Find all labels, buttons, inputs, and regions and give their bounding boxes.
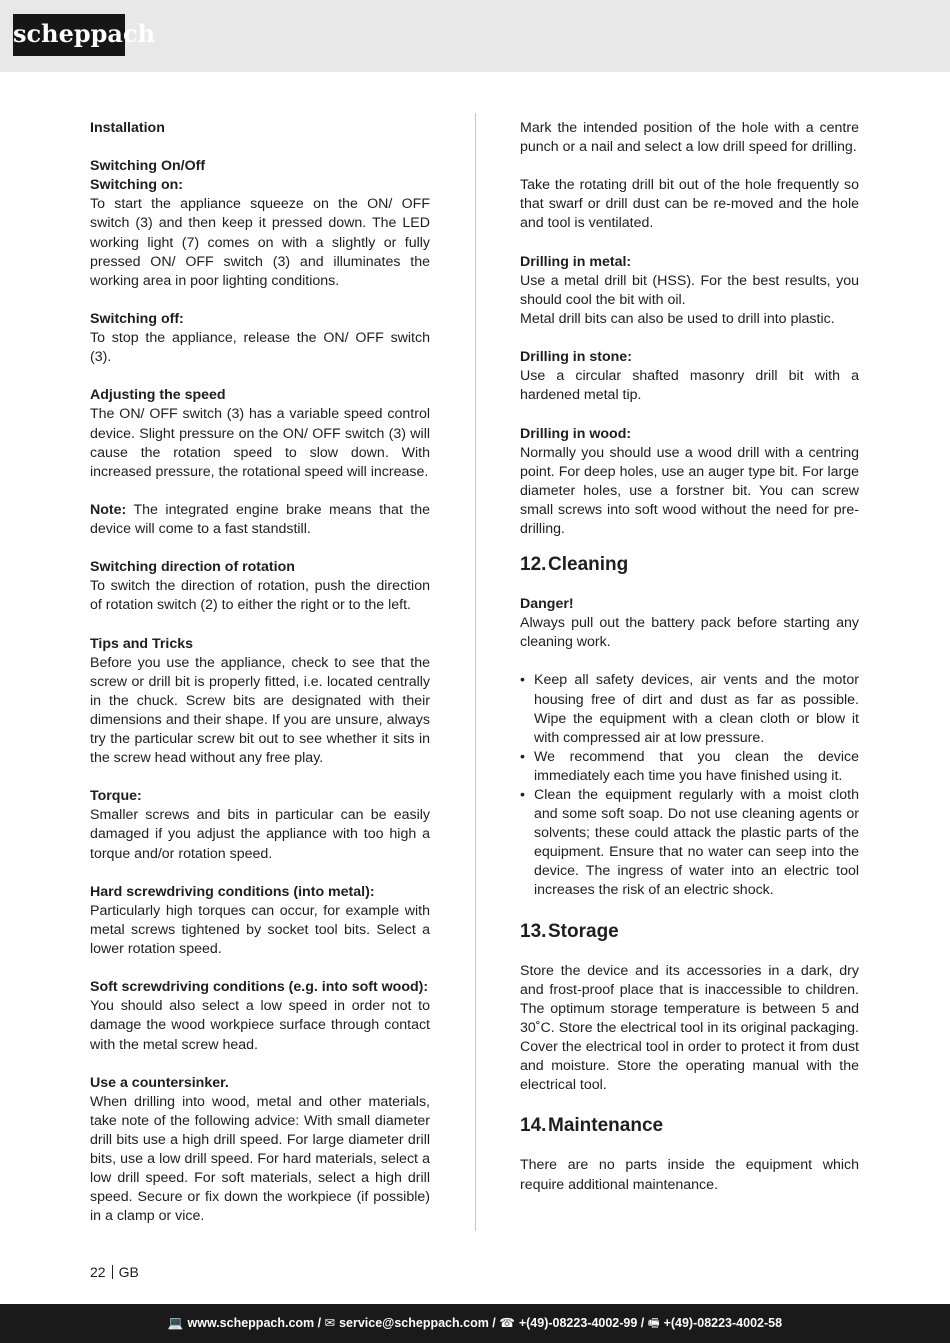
paragraph: Normally you should use a wood drill with a centring point. For deep holes, use an auger type bit. For large diameter holes, use a forstner bit. You can screw small screws into soft wood without the need for pre-drilling. — [520, 444, 859, 537]
footer-phone: +(49)-08223-4002-99 — [518, 1316, 638, 1330]
list-item: • We recommend that you clean the device immediately each time you have finished using it. — [520, 748, 859, 786]
cleaning-list — [520, 671, 859, 900]
page-separator — [112, 1265, 113, 1279]
paragraph: The ON/ OFF switch (3) has a variable speed control device. Slight pressure on the ON/ OFF switch (3) will cause the rotation speed to slow down. With increased pressure, the rotational speed will increase. — [90, 406, 430, 480]
footer-separator: / — [314, 1316, 325, 1330]
section-number: 13. — [520, 920, 547, 942]
section-title-storage — [520, 920, 859, 944]
subheading: Use a countersinker. — [90, 1074, 229, 1091]
fax-icon: 🖷 — [647, 1316, 660, 1330]
paragraph: You should also select a low speed in order not to damage the wood workpiece surface through contact with the metal screw head. — [90, 998, 430, 1053]
note-text: The integrated engine brake means that the device will come to a fast standstill. — [90, 501, 430, 537]
paragraph: Use a metal drill bit (HSS). For the best results, you should cool the bit with oil. — [520, 272, 859, 308]
paragraph: Particularly high torques can occur, for example with metal screws tightened by socket tool bits. Select a lower rotation speed. — [90, 902, 430, 958]
paragraph: When drilling into wood, metal and other materials, take note of the following advice: With small diameter drill bits use a high drill speed. For large diameter drill bits, use a low drill speed. For hard materials, select a low drill speed. For soft materials, select a high drill speed. Secure or fix down the workpiece (if possible) in a clamp or vice. — [90, 1093, 430, 1225]
subheading: Hard screwdriving conditions (into metal): — [90, 883, 375, 900]
section-name: Storage — [548, 920, 619, 942]
subheading: Drilling in stone: — [520, 349, 632, 366]
section-title-cleaning — [520, 553, 859, 577]
paragraph: Use a circular shafted masonry drill bit with a hardened metal tip. — [520, 368, 859, 404]
left-column — [90, 119, 430, 1226]
paragraph: To switch the direction of rotation, push the direction of rotation switch (2) to either the right or to the left. — [90, 578, 430, 614]
footer-email[interactable]: service@scheppach.com — [339, 1316, 489, 1330]
paragraph: To stop the appliance, release the ON/ OFF switch (3). — [90, 330, 430, 366]
subheading: Switching on: — [90, 177, 183, 194]
column-divider — [475, 113, 476, 1231]
footer-separator: / — [637, 1316, 648, 1330]
paragraph: Store the device and its accessories in a dark, dry and frost-proof place that is inaccessible to children. The optimum storage temperature is between 5 and 30˚C. Store the electrical tool in its original packaging. Cover the electrical tool in order to protect it from dust and moisture. Store the operating manual with the electrical tool. — [520, 962, 859, 1094]
page-number — [90, 1264, 139, 1280]
section-number: 12. — [520, 554, 547, 576]
subheading: Switching direction of rotation — [90, 559, 295, 576]
paragraph: There are no parts inside the equipment which require additional maintenance. — [520, 1157, 859, 1193]
note-label: Note: — [90, 501, 127, 518]
computer-icon: 💻 — [167, 1316, 184, 1330]
page-footer — [0, 1304, 950, 1343]
scheppach-logo: scheppach — [13, 14, 125, 56]
paragraph: Metal drill bits can also be used to drill into plastic. — [520, 310, 835, 327]
right-column — [520, 119, 859, 1214]
footer-website[interactable]: www.scheppach.com — [187, 1316, 315, 1330]
section-name: Cleaning — [548, 554, 629, 576]
email-icon: ✉ — [324, 1316, 336, 1330]
list-item: • Keep all safety devices, air vents and the motor housing free of dirt and dust as far as possible. Wipe the equipment with a clean cloth or blow it with compressed air at low pressure. — [520, 671, 859, 747]
paragraph: Before you use the appliance, check to see that the screw or drill bit is properly fitted, i.e. located centrally in the chuck. Screw bits are designated with their dimensions and their shape. If you are unsure, always try the particular screw bit out to see whether it sits in the screw head without any free play. — [90, 654, 430, 767]
footer-separator: / — [488, 1316, 500, 1330]
page-header — [0, 0, 950, 72]
danger-heading: Danger! — [520, 596, 574, 613]
section-heading: Installation — [90, 120, 165, 136]
subheading: Drilling in wood: — [520, 425, 632, 442]
section-title-maintenance — [520, 1114, 859, 1138]
footer-fax: +(49)-08223-4002-58 — [663, 1316, 783, 1330]
paragraph: Always pull out the battery pack before starting any cleaning work. — [520, 615, 859, 651]
subheading: Adjusting the speed — [90, 387, 226, 404]
section-number: 14. — [520, 1115, 547, 1137]
subheading: Torque: — [90, 788, 142, 805]
subheading: Soft screwdriving conditions (e.g. into soft wood): — [90, 979, 429, 996]
page-language: GB — [118, 1264, 139, 1280]
paragraph: Take the rotating drill bit out of the hole frequently so that swarf or drill dust can be re-moved and the hole and tool is ventilated. — [520, 177, 859, 232]
paragraph: Mark the intended position of the hole with a centre punch or a nail and select a low drill speed for drilling. — [520, 120, 859, 156]
section-name: Maintenance — [548, 1115, 664, 1137]
list-item: • Clean the equipment regularly with a moist cloth and some soft soap. Do not use cleaning agents or solvents; these could attack the plastic parts of the equipment. Ensure that no water can seep into the device. The ingress of water into an electric tool increases the risk of an electric shock. — [520, 786, 859, 901]
subheading: Switching On/Off — [90, 158, 206, 175]
note-paragraph — [90, 501, 430, 539]
subheading: Switching off: — [90, 310, 184, 327]
paragraph: To start the appliance squeeze on the ON/ OFF switch (3) and then keep it pressed down. The LED working light (7) comes on with a slightly or fully pressed ON/ OFF switch (3) and illuminates the working area in poor lighting conditions. — [90, 196, 430, 289]
page-number-value: 22 — [90, 1264, 106, 1280]
phone-icon: ☎ — [499, 1316, 515, 1330]
subheading: Tips and Tricks — [90, 635, 194, 652]
subheading: Drilling in metal: — [520, 253, 632, 270]
paragraph: Smaller screws and bits in particular can be easily damaged if you adjust the appliance with too high a torque and/or rotation speed. — [90, 807, 430, 862]
